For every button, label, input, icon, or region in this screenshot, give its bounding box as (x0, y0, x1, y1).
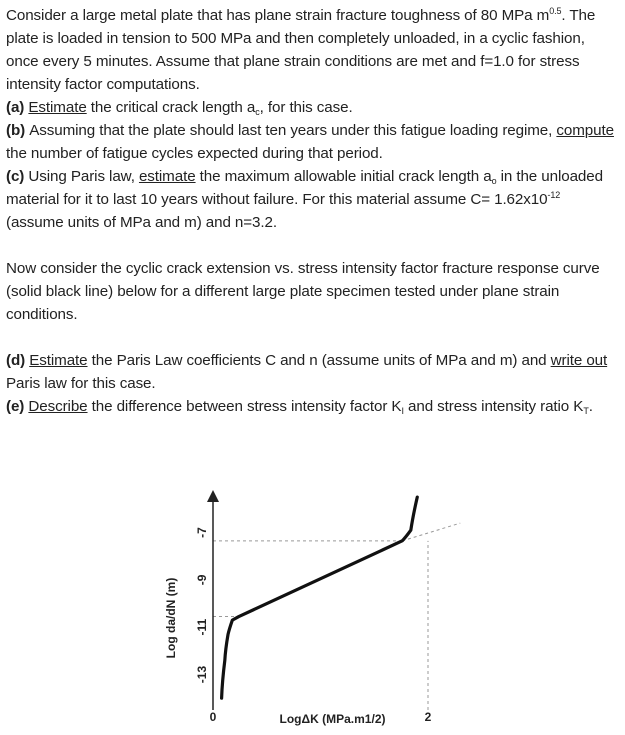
part-d-verb2: write out (550, 352, 608, 369)
part-b-verb: compute (556, 122, 614, 139)
subscript: o (491, 176, 497, 186)
y-tick-label: -11 (195, 618, 210, 636)
subscript: c (255, 107, 260, 117)
exponent: 0.5 (549, 6, 562, 16)
part-a-text: the critical crack length a (86, 99, 256, 116)
y-tick-label: -13 (195, 665, 210, 684)
part-a-verb: Estimate (28, 99, 87, 116)
part-b-text: Assuming that the plate should last ten years under this fatigue loading regime, (29, 122, 557, 139)
y-tick-label: -9 (195, 574, 210, 586)
part-e-text: the difference between stress intensity factor K (87, 398, 402, 415)
intro-paragraph (6, 4, 620, 96)
exponent: -12 (547, 190, 561, 200)
part-a (6, 96, 620, 119)
fatigue-chart (150, 480, 470, 730)
fatigue-chart-svg (150, 480, 470, 730)
x-axis-label: LogΔK (MPa.m1/2) (279, 712, 386, 726)
intro-text: Consider a large metal plate that has plane strain fracture toughness of 80 MPa m (6, 7, 550, 24)
part-c-verb: estimate (138, 168, 196, 185)
subscript: T (583, 406, 589, 416)
part-a-label: (a) (6, 99, 29, 116)
x-tick-label: 0 (209, 710, 217, 724)
part-e-label: (e) (6, 398, 29, 415)
part-e-text-cont2: . (588, 398, 593, 415)
part-e-text-cont: and stress intensity ratio K (403, 398, 584, 415)
part-a-text-cont: , for this case. (259, 99, 353, 116)
x-tick-label: 2 (424, 710, 432, 724)
part-e (6, 395, 620, 418)
part-d-text-cont: Paris law for this case. (6, 375, 156, 392)
part-d-text: the Paris Law coefficients C and n (assume units of MPa and m) and (87, 352, 551, 369)
part-c-text-cont3: (assume units of MPa and m) and n=3.2. (6, 214, 277, 231)
part-e-verb: Describe (28, 398, 88, 415)
part-c-label: (c) (6, 168, 29, 185)
part-d (6, 349, 620, 395)
context-paragraph: Now consider the cyclic crack extension vs. stress intensity factor fracture response curve (solid black line) below for a different large plate specimen tested under plane strain conditions. (6, 260, 600, 323)
part-c (6, 165, 620, 234)
intro-text-cont: . The plate is loaded in tension to 500 MPa and then completely unloaded, in a cyclic fashion, once every 5 minutes. Assume that plane strain conditions are met and f=1.0 for stress intensity factor computations. (6, 7, 596, 93)
part-b-label: (b) (6, 122, 30, 139)
subscript: I (401, 406, 404, 416)
part-c-text: Using Paris law, (28, 168, 139, 185)
part-d-label: (d) (6, 352, 30, 369)
part-c-text-cont: the maximum allowable initial crack length a (195, 168, 492, 185)
part-b-text-cont: the number of fatigue cycles expected during that period. (6, 145, 383, 162)
part-b (6, 119, 620, 165)
part-c-text-cont2: in the unloaded material for it to last 10 years without failure. For this material assume C= 1.62x10 (6, 168, 603, 208)
problem-text (6, 4, 620, 418)
y-axis-label: Log da/dN (m) (164, 577, 178, 659)
series-line (222, 497, 418, 698)
y-tick-label: -7 (195, 527, 210, 538)
part-d-verb: Estimate (29, 352, 88, 369)
